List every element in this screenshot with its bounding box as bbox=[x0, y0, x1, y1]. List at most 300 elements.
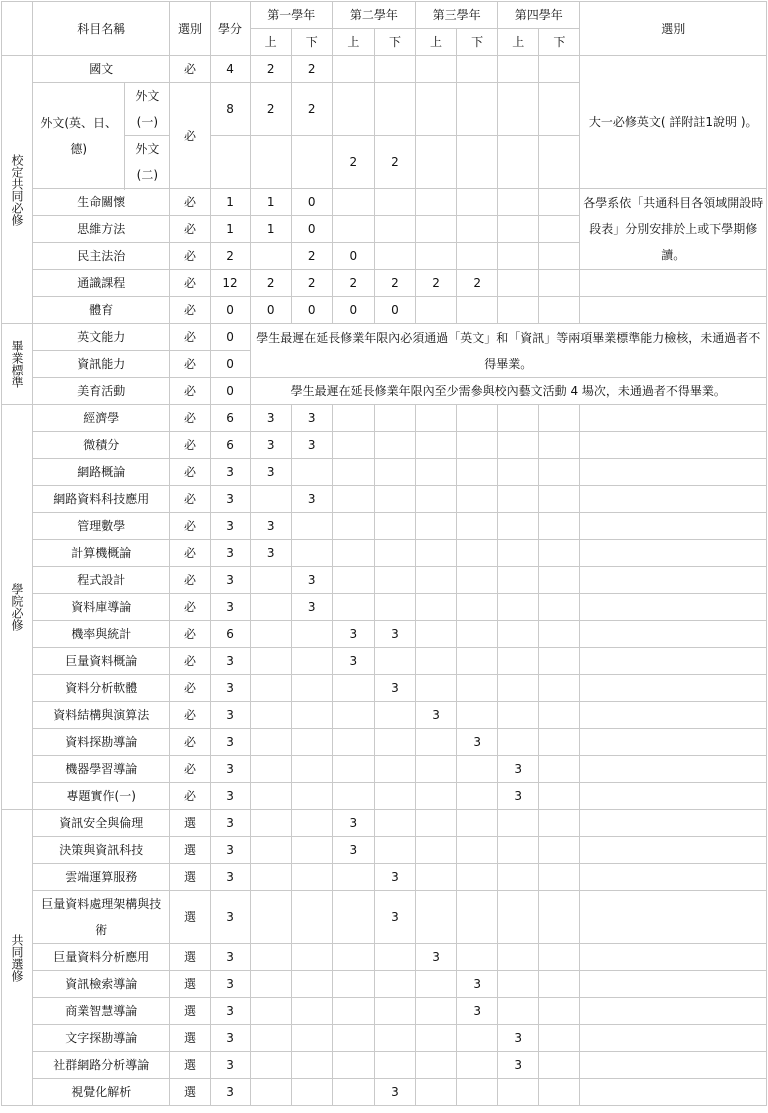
term-y2d bbox=[374, 783, 415, 810]
term-y4u bbox=[498, 459, 539, 486]
subject-type: 必 bbox=[170, 594, 210, 621]
term-y2u bbox=[332, 891, 374, 944]
term-y2d bbox=[374, 513, 415, 540]
term-y2d bbox=[374, 702, 415, 729]
subject-credits: 3 bbox=[210, 594, 250, 621]
term-y2u bbox=[332, 83, 374, 136]
term-y1u: 3 bbox=[250, 513, 291, 540]
term-y4u bbox=[498, 270, 539, 297]
elective-section bbox=[2, 810, 767, 1106]
header-credits: 學分 bbox=[210, 2, 250, 56]
term-y2d bbox=[374, 729, 415, 756]
term-y4u bbox=[498, 243, 539, 270]
term-y3u bbox=[416, 594, 457, 621]
term-y2u: 2 bbox=[332, 136, 374, 189]
term-y3d bbox=[457, 83, 498, 136]
remark-empty bbox=[580, 270, 767, 297]
term-y1d bbox=[291, 540, 332, 567]
term-y4u bbox=[498, 486, 539, 513]
term-y2d bbox=[374, 540, 415, 567]
term-y2u bbox=[332, 702, 374, 729]
term-y3u bbox=[416, 189, 457, 216]
term-y2d bbox=[374, 83, 415, 136]
subject-name: 通識課程 bbox=[33, 270, 170, 297]
subject-type: 選 bbox=[170, 837, 210, 864]
term-y1d bbox=[291, 459, 332, 486]
term-y4d bbox=[539, 1052, 580, 1079]
term-y1d: 3 bbox=[291, 486, 332, 513]
remark-empty bbox=[580, 891, 767, 944]
subject-name: 視覺化解析 bbox=[33, 1079, 170, 1106]
subject-name: 商業智慧導論 bbox=[33, 998, 170, 1025]
subject-name: 決策與資訊科技 bbox=[33, 837, 170, 864]
term-y2d bbox=[374, 1025, 415, 1052]
subject-name: 計算機概論 bbox=[33, 540, 170, 567]
term-y1d bbox=[291, 729, 332, 756]
subject-sub-foreign-1: 外文(一) bbox=[125, 83, 170, 136]
term-y1u: 2 bbox=[250, 270, 291, 297]
term-y3d bbox=[457, 810, 498, 837]
term-y1d bbox=[291, 1079, 332, 1106]
term-y1d bbox=[291, 864, 332, 891]
term-y4u bbox=[498, 810, 539, 837]
term-y2u: 0 bbox=[332, 243, 374, 270]
term-y1u bbox=[250, 567, 291, 594]
term-y1u: 0 bbox=[250, 297, 291, 324]
table-row bbox=[2, 864, 767, 891]
term-y4u bbox=[498, 216, 539, 243]
table-row bbox=[2, 944, 767, 971]
subject-name: 體育 bbox=[33, 297, 170, 324]
subject-name: 文字探勘導論 bbox=[33, 1025, 170, 1052]
term-y2d bbox=[374, 810, 415, 837]
term-y4d bbox=[539, 459, 580, 486]
remark-empty bbox=[580, 1025, 767, 1052]
subject-type: 必 bbox=[170, 216, 210, 243]
term-y4u bbox=[498, 567, 539, 594]
remark-empty bbox=[580, 837, 767, 864]
term-y2d bbox=[374, 971, 415, 998]
term-y3d bbox=[457, 1079, 498, 1106]
table-row bbox=[2, 702, 767, 729]
subject-name: 程式設計 bbox=[33, 567, 170, 594]
subject-type: 必 bbox=[170, 83, 210, 189]
term-y4u bbox=[498, 189, 539, 216]
term-y3u bbox=[416, 1025, 457, 1052]
table-row bbox=[2, 1052, 767, 1079]
subject-credits: 3 bbox=[210, 837, 250, 864]
table-header bbox=[2, 2, 767, 56]
term-y2u bbox=[332, 1052, 374, 1079]
term-y2u bbox=[332, 756, 374, 783]
term-y4d bbox=[539, 56, 580, 83]
remark-empty bbox=[580, 756, 767, 783]
term-y2d: 0 bbox=[374, 297, 415, 324]
term-y1d bbox=[291, 648, 332, 675]
term-y1u bbox=[250, 891, 291, 944]
term-y2d bbox=[374, 243, 415, 270]
term-y1d bbox=[291, 783, 332, 810]
term-y3u bbox=[416, 729, 457, 756]
term-y2u bbox=[332, 513, 374, 540]
term-y4d bbox=[539, 540, 580, 567]
remark-empty bbox=[580, 1079, 767, 1106]
term-y3d bbox=[457, 459, 498, 486]
subject-credits: 3 bbox=[210, 864, 250, 891]
subject-sub-foreign-2: 外文(二) bbox=[125, 136, 170, 189]
term-y3u bbox=[416, 837, 457, 864]
term-y1u bbox=[250, 648, 291, 675]
term-y1u bbox=[250, 1052, 291, 1079]
category-college-required: 學院必修 bbox=[2, 405, 33, 810]
term-y1d: 2 bbox=[291, 83, 332, 136]
term-y2u bbox=[332, 459, 374, 486]
term-y1u: 3 bbox=[250, 459, 291, 486]
term-y3u bbox=[416, 540, 457, 567]
subject-name: 資訊安全與倫理 bbox=[33, 810, 170, 837]
header-y3-upper: 上 bbox=[416, 29, 457, 56]
term-y2d bbox=[374, 405, 415, 432]
subject-credits: 2 bbox=[210, 243, 250, 270]
term-y3d bbox=[457, 621, 498, 648]
term-y1u bbox=[250, 783, 291, 810]
table-row bbox=[2, 189, 767, 216]
table-row bbox=[2, 621, 767, 648]
term-y2d: 3 bbox=[374, 864, 415, 891]
remark-empty bbox=[580, 998, 767, 1025]
term-y4u: 3 bbox=[498, 1052, 539, 1079]
header-year-2: 第二學年 bbox=[332, 2, 415, 29]
table-row bbox=[2, 891, 767, 944]
subject-name: 英文能力 bbox=[33, 324, 170, 351]
term-y2u bbox=[332, 540, 374, 567]
term-y4u bbox=[498, 621, 539, 648]
term-y3d bbox=[457, 756, 498, 783]
term-y4u bbox=[498, 702, 539, 729]
term-y3d bbox=[457, 702, 498, 729]
subject-credits: 0 bbox=[210, 351, 250, 378]
term-y3d bbox=[457, 1025, 498, 1052]
subject-type: 必 bbox=[170, 324, 210, 351]
term-y2u bbox=[332, 486, 374, 513]
term-y3u bbox=[416, 216, 457, 243]
subject-credits: 3 bbox=[210, 702, 250, 729]
term-y4d bbox=[539, 189, 580, 216]
subject-type: 必 bbox=[170, 486, 210, 513]
term-y2u bbox=[332, 971, 374, 998]
subject-credits: 3 bbox=[210, 1025, 250, 1052]
term-y2d: 3 bbox=[374, 621, 415, 648]
term-y4d bbox=[539, 729, 580, 756]
term-y2u bbox=[332, 405, 374, 432]
table-row bbox=[2, 270, 767, 297]
remark-empty bbox=[580, 513, 767, 540]
term-y3u bbox=[416, 810, 457, 837]
category-elective: 共同選修 bbox=[2, 810, 33, 1106]
remark-empty bbox=[580, 432, 767, 459]
term-y3u bbox=[416, 405, 457, 432]
subject-type: 必 bbox=[170, 729, 210, 756]
proficiency-note: 學生最遲在延長修業年限內必須通過「英文」和「資訊」等兩項畢業標準能力檢核，未通過者不得畢業。 bbox=[250, 324, 766, 378]
subject-credits: 6 bbox=[210, 621, 250, 648]
header-y4-lower: 下 bbox=[539, 29, 580, 56]
term-y1u: 1 bbox=[250, 189, 291, 216]
remark-empty bbox=[580, 783, 767, 810]
remark-empty bbox=[580, 486, 767, 513]
subject-credits: 0 bbox=[210, 378, 250, 405]
term-y3u bbox=[416, 486, 457, 513]
term-y4d bbox=[539, 243, 580, 270]
term-y1u: 2 bbox=[250, 83, 291, 136]
subject-name: 經濟學 bbox=[33, 405, 170, 432]
subject-name: 管理數學 bbox=[33, 513, 170, 540]
subject-credits: 3 bbox=[210, 729, 250, 756]
term-y4u bbox=[498, 56, 539, 83]
subject-type: 選 bbox=[170, 944, 210, 971]
term-y4u: 3 bbox=[498, 1025, 539, 1052]
subject-credits: 3 bbox=[210, 891, 250, 944]
subject-credits: 3 bbox=[210, 971, 250, 998]
term-y3u bbox=[416, 648, 457, 675]
term-y4d bbox=[539, 621, 580, 648]
term-y2u bbox=[332, 216, 374, 243]
term-y3u: 2 bbox=[416, 270, 457, 297]
subject-credits bbox=[210, 136, 250, 189]
subject-name: 網路概論 bbox=[33, 459, 170, 486]
subject-type: 必 bbox=[170, 621, 210, 648]
term-y4u bbox=[498, 297, 539, 324]
term-y1u bbox=[250, 675, 291, 702]
subject-credits: 0 bbox=[210, 297, 250, 324]
term-y2u: 3 bbox=[332, 810, 374, 837]
term-y1d: 2 bbox=[291, 243, 332, 270]
subject-type: 選 bbox=[170, 971, 210, 998]
term-y1u bbox=[250, 998, 291, 1025]
subject-credits: 8 bbox=[210, 83, 250, 136]
remark-empty bbox=[580, 675, 767, 702]
remark-empty bbox=[580, 971, 767, 998]
table-row bbox=[2, 971, 767, 998]
term-y3d bbox=[457, 513, 498, 540]
header-subject: 科目名稱 bbox=[33, 2, 170, 56]
subject-credits: 0 bbox=[210, 324, 250, 351]
subject-name: 社群網路分析導論 bbox=[33, 1052, 170, 1079]
term-y3u bbox=[416, 297, 457, 324]
term-y1u bbox=[250, 837, 291, 864]
subject-type: 選 bbox=[170, 864, 210, 891]
term-y3u bbox=[416, 243, 457, 270]
term-y1u bbox=[250, 810, 291, 837]
term-y1u bbox=[250, 944, 291, 971]
term-y3u bbox=[416, 56, 457, 83]
term-y3d bbox=[457, 405, 498, 432]
term-y1u bbox=[250, 729, 291, 756]
term-y2u bbox=[332, 729, 374, 756]
schedule-note: 各學系依「共通科目各領域開設時段表」分別安排於上或下學期修讀。 bbox=[580, 189, 767, 270]
term-y4d bbox=[539, 864, 580, 891]
term-y1d bbox=[291, 1025, 332, 1052]
subject-type: 必 bbox=[170, 405, 210, 432]
subject-credits: 3 bbox=[210, 756, 250, 783]
term-y3d bbox=[457, 567, 498, 594]
subject-credits: 3 bbox=[210, 998, 250, 1025]
term-y2d bbox=[374, 944, 415, 971]
term-y4d bbox=[539, 998, 580, 1025]
header-y1-lower: 下 bbox=[291, 29, 332, 56]
subject-type: 選 bbox=[170, 891, 210, 944]
term-y3d: 2 bbox=[457, 270, 498, 297]
term-y3d: 3 bbox=[457, 971, 498, 998]
table-row bbox=[2, 594, 767, 621]
term-y2d bbox=[374, 486, 415, 513]
subject-type: 必 bbox=[170, 351, 210, 378]
term-y3d bbox=[457, 136, 498, 189]
term-y3u bbox=[416, 83, 457, 136]
subject-credits: 1 bbox=[210, 189, 250, 216]
term-y1d: 3 bbox=[291, 432, 332, 459]
subject-type: 必 bbox=[170, 513, 210, 540]
subject-name: 資料分析軟體 bbox=[33, 675, 170, 702]
term-y3u bbox=[416, 756, 457, 783]
header-category-blank bbox=[2, 2, 33, 56]
subject-credits: 3 bbox=[210, 486, 250, 513]
subject-credits: 1 bbox=[210, 216, 250, 243]
term-y2d: 3 bbox=[374, 675, 415, 702]
remark-empty bbox=[580, 459, 767, 486]
subject-type: 必 bbox=[170, 783, 210, 810]
term-y2u bbox=[332, 1079, 374, 1106]
term-y1d: 3 bbox=[291, 567, 332, 594]
term-y2u bbox=[332, 1025, 374, 1052]
term-y2u: 3 bbox=[332, 837, 374, 864]
term-y1u bbox=[250, 1025, 291, 1052]
curriculum-table bbox=[1, 1, 767, 1106]
term-y3u bbox=[416, 567, 457, 594]
subject-name: 網路資料科技應用 bbox=[33, 486, 170, 513]
term-y3d bbox=[457, 864, 498, 891]
remark-empty bbox=[580, 540, 767, 567]
term-y1u bbox=[250, 136, 291, 189]
term-y2d bbox=[374, 459, 415, 486]
term-y2u: 3 bbox=[332, 648, 374, 675]
remark-empty bbox=[580, 1052, 767, 1079]
subject-credits: 3 bbox=[210, 648, 250, 675]
subject-type: 必 bbox=[170, 756, 210, 783]
term-y1u: 3 bbox=[250, 405, 291, 432]
term-y4u: 3 bbox=[498, 783, 539, 810]
term-y2d bbox=[374, 1052, 415, 1079]
header-y4-upper: 上 bbox=[498, 29, 539, 56]
subject-name: 巨量資料分析應用 bbox=[33, 944, 170, 971]
term-y3u bbox=[416, 1052, 457, 1079]
subject-type: 必 bbox=[170, 56, 210, 83]
subject-name-foreign: 外文(英、日、德) bbox=[33, 83, 125, 189]
term-y3d bbox=[457, 1052, 498, 1079]
term-y1d: 0 bbox=[291, 216, 332, 243]
term-y1d: 0 bbox=[291, 189, 332, 216]
term-y4d bbox=[539, 1079, 580, 1106]
term-y3d bbox=[457, 189, 498, 216]
table-row bbox=[2, 378, 767, 405]
table-row bbox=[2, 513, 767, 540]
subject-name: 雲端運算服務 bbox=[33, 864, 170, 891]
term-y4d bbox=[539, 675, 580, 702]
college-required-section bbox=[2, 405, 767, 810]
header-year-4: 第四學年 bbox=[498, 2, 580, 29]
subject-type: 必 bbox=[170, 297, 210, 324]
term-y4d bbox=[539, 1025, 580, 1052]
term-y2u bbox=[332, 432, 374, 459]
category-school-required: 校定共同必修 bbox=[2, 56, 33, 324]
header-y3-lower: 下 bbox=[457, 29, 498, 56]
subject-name: 資料探勘導論 bbox=[33, 729, 170, 756]
term-y1d bbox=[291, 675, 332, 702]
term-y2d bbox=[374, 216, 415, 243]
term-y4d bbox=[539, 83, 580, 136]
subject-name: 機器學習導論 bbox=[33, 756, 170, 783]
subject-name: 資訊能力 bbox=[33, 351, 170, 378]
term-y3u bbox=[416, 136, 457, 189]
term-y2u: 2 bbox=[332, 270, 374, 297]
subject-credits: 6 bbox=[210, 405, 250, 432]
term-y2d bbox=[374, 432, 415, 459]
term-y2d bbox=[374, 567, 415, 594]
table-row bbox=[2, 297, 767, 324]
subject-name: 思維方法 bbox=[33, 216, 170, 243]
subject-name: 微積分 bbox=[33, 432, 170, 459]
term-y3d bbox=[457, 297, 498, 324]
table-row bbox=[2, 405, 767, 432]
term-y1u bbox=[250, 702, 291, 729]
term-y2d bbox=[374, 648, 415, 675]
term-y1u bbox=[250, 486, 291, 513]
term-y1u bbox=[250, 864, 291, 891]
term-y1u bbox=[250, 621, 291, 648]
term-y4u bbox=[498, 405, 539, 432]
subject-name: 資訊檢索導論 bbox=[33, 971, 170, 998]
subject-credits: 3 bbox=[210, 1079, 250, 1106]
table-row bbox=[2, 675, 767, 702]
term-y4d bbox=[539, 837, 580, 864]
remark-empty bbox=[580, 810, 767, 837]
term-y3d bbox=[457, 675, 498, 702]
subject-credits: 3 bbox=[210, 567, 250, 594]
remark-empty bbox=[580, 702, 767, 729]
subject-type: 必 bbox=[170, 648, 210, 675]
table-row bbox=[2, 540, 767, 567]
term-y4d bbox=[539, 486, 580, 513]
table-row bbox=[2, 567, 767, 594]
term-y4u bbox=[498, 729, 539, 756]
term-y3d bbox=[457, 837, 498, 864]
term-y3u: 3 bbox=[416, 944, 457, 971]
header-year-1: 第一學年 bbox=[250, 2, 332, 29]
remark-empty bbox=[580, 405, 767, 432]
header-y2-upper: 上 bbox=[332, 29, 374, 56]
term-y3d bbox=[457, 243, 498, 270]
term-y4u bbox=[498, 432, 539, 459]
term-y1d bbox=[291, 998, 332, 1025]
term-y4d bbox=[539, 648, 580, 675]
term-y3d bbox=[457, 783, 498, 810]
term-y3u: 3 bbox=[416, 702, 457, 729]
header-year-3: 第三學年 bbox=[416, 2, 498, 29]
subject-name: 資料結構與演算法 bbox=[33, 702, 170, 729]
subject-credits: 4 bbox=[210, 56, 250, 83]
term-y1d bbox=[291, 621, 332, 648]
subject-name: 生命關懷 bbox=[33, 189, 170, 216]
subject-type: 必 bbox=[170, 540, 210, 567]
